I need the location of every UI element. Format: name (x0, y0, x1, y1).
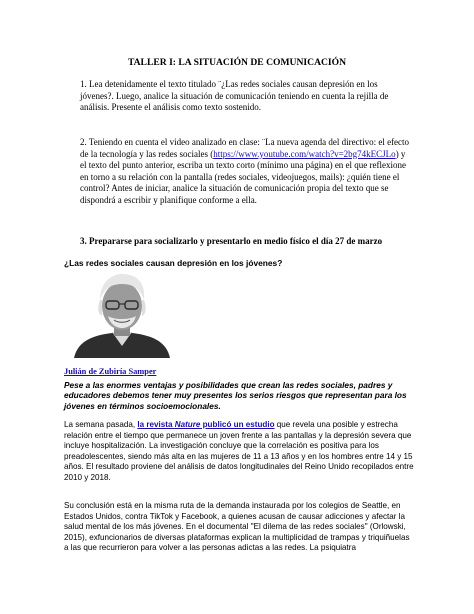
instruction-1: 1. Lea detenidamente el texto titulado ¨¿Las redes sociales causan depresión en los jóvenes?. Luego, analice la situación de comunicación teniendo en cuenta la rejilla de análisis. Presente el análisis como texto sostenido. (80, 79, 389, 113)
article-lead: Pese a las enormes ventajas y posibilidades que crean las redes sociales, padres y educadores debemos tener muy presentes los serios riesgos que representan para los jóvenes en términos socioemocionales. (64, 380, 407, 411)
instruction-2-before: 2. Teniendo en cuenta el video analizado en clase: ¨La nueva agenda del directivo: el efecto de la tecnología y las redes sociales ( (80, 137, 410, 159)
instruction-3: 3. Prepararse para socializarlo y presentarlo en medio físico el día 27 de marzo (80, 236, 383, 246)
author-photo (64, 270, 180, 358)
author-portrait-image (64, 270, 180, 358)
page-title: TALLER I: LA SITUACIÓN DE COMUNICACIÓN (127, 57, 347, 68)
nature-link-part-1: la revista (137, 420, 175, 429)
article-paragraph-1 (64, 420, 416, 483)
instruction-2-after: ) y el texto del punto anterior, escriba un texto corto (mínimo una página) en el que reflexione en torno a su relación con la pantalla (redes sociales, videojuegos, mails): ¿quién tiene el control? Antes de iniciar, analice la situación de comunicación propia del texto que se dispondrá a escribir y planifique conforme a ella. (80, 148, 407, 205)
nature-link-part-3: publicó un estudio (200, 420, 275, 429)
paragraph-1-body: que revela una posible y estrecha relación entre el tiempo que permanece un joven frente a las pantallas y la depresión severa que incluye hospitalización. La investigación concluye que la correlación es positiva para los preadolescentes, siendo más alta en las mujeres de 11 a 13 años y en los hombres entre 14 y 15 años. El resultado proviene del análisis de datos longitudinales del Reino Unido recopilados entre 2010 y 2018. (64, 420, 414, 482)
paragraph-1-intro: La semana pasada, (64, 420, 138, 429)
author-link[interactable]: Julián de Zubiría Samper (64, 367, 157, 376)
article-question: ¿Las redes sociales causan depresión en los jóvenes? (64, 258, 283, 268)
article-paragraph-2: Su conclusión está en la misma ruta de la demanda instaurada por los colegios de Seattle, en Estados Unidos, contra TikTok y Facebook, a quienes acusan de causar adicciones y afectar la salud mental de los más jóvenes. En el documental "El dilema de las redes sociales" (Orlowski, 2015), exfuncionarios de diversas plataformas explican la multiplicidad de trampas y triquiñuelas a las que recurrieron para volver a las personas adictas a las redes. La psiquiatra (64, 501, 410, 552)
youtube-link[interactable]: https://www.youtube.com/watch?v=2bg74kECJLo (213, 148, 396, 159)
nature-study-link[interactable] (137, 420, 274, 429)
nature-link-part-2: Nature (174, 420, 201, 429)
instruction-2 (80, 137, 410, 207)
